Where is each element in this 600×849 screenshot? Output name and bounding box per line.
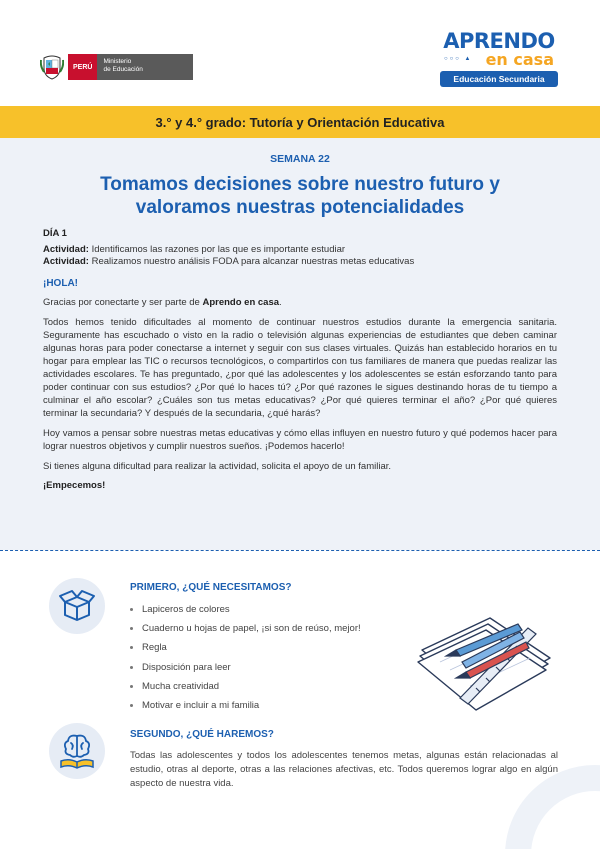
brain-book-icon [49, 723, 105, 779]
title-line2: valoramos nuestras potencialidades [135, 197, 465, 218]
bullet-icon [130, 646, 133, 649]
bullet-icon [130, 608, 133, 611]
ministerio-label [97, 54, 193, 80]
list-item [130, 658, 361, 677]
list-item [130, 638, 361, 657]
list-item-text: Disposición para leer [142, 661, 231, 673]
ministerio-line1: Ministerio [103, 58, 132, 65]
dashed-divider [0, 550, 600, 551]
brain-book-icon-circle [49, 723, 105, 779]
peru-label: PERÚ [68, 54, 97, 80]
page-header [0, 0, 600, 104]
list-item [130, 619, 361, 638]
peru-shield-icon [40, 54, 64, 80]
bullet-icon [130, 666, 133, 669]
paragraph-3: Si tienes alguna dificultad para realizar la actividad, solicita el apoyo de un familiar. [43, 461, 392, 472]
intro-bold: Aprendo en casa [202, 297, 280, 308]
week-label: SEMANA 22 [270, 153, 330, 165]
minedu-logo [40, 54, 193, 80]
day-label: DÍA 1 [43, 228, 67, 239]
pens-paper-illustration [410, 580, 560, 720]
intro-section [0, 138, 600, 550]
lets-start-label: ¡Empecemos! [43, 480, 106, 491]
list-item [130, 600, 361, 619]
box-icon [49, 578, 105, 634]
intro-post: . [279, 297, 282, 308]
page-title [43, 173, 557, 219]
list-item [130, 677, 361, 696]
greeting-heading: ¡HOLA! [43, 278, 78, 289]
intro-pre: Gracias por conectarte y ser parte de [43, 297, 203, 308]
activity-2-text: Realizamos nuestro análisis FODA para alcanzar nuestras metas educativas [88, 256, 415, 267]
ministerio-badge [68, 54, 193, 80]
bullet-icon [130, 627, 133, 630]
logo-encasa: en casa [485, 50, 554, 69]
section2-title: SEGUNDO, ¿QUÉ HAREMOS? [130, 729, 274, 740]
materials-list [130, 600, 361, 715]
section1-title: PRIMERO, ¿QUÉ NECESITAMOS? [130, 582, 292, 593]
section2-text: Todas las adolescentes y todos los adolescentes tenemos metas, algunas están relacionadas al estudio, otras al deporte, otras a las relaciones afectivas, etc. Todos queremos lograr algo en algún aspecto de nuestra vida. [130, 750, 558, 789]
logo-dots-icon: ○○○ ▲ [444, 56, 473, 62]
activity-1-text: Identificamos las razones por las que es importante estudiar [88, 244, 346, 255]
ministerio-line2: de Educación [103, 66, 143, 73]
activity-2 [43, 256, 557, 267]
bullet-icon [130, 685, 133, 688]
list-item-text: Lapiceros de colores [142, 604, 230, 616]
paragraph-2: Hoy vamos a pensar sobre nuestras metas educativas y cómo ellas influyen en nuestro futuro y qué podemos hacer para lograr nuestros objetivos y cumplir nuestros sueños. ¡Podemos hacerlo! [43, 428, 557, 452]
activity-1 [43, 244, 557, 255]
list-item-text: Mucha creatividad [142, 680, 220, 692]
paragraph-1: Todos hemos tenido dificultades al momento de continuar nuestros estudios durante la emergencia sanitaria. Seguramente has escuchado o visto en la radio o televisión algunas experiencias de estudiantes que deben caminar algunas horas para poder conectarse a internet y seguir con sus clases virtuales. Quizás han establecido horarios en tu hogar para emplear las TIC o recursos tecnológicos, o compartirlos con tus familiares de manera que puedas realizar las actividades escolares. Te has preguntado, ¿por qué las adolescentes y los adolescentes se están esforzando tanto para poder continuar con sus estudios? ¿Por qué lo haces tú? ¿Por qué razones le sigues destinando horas de tu tiempo a culminar el año escolar? ¿Cuáles son tus metas educativas? ¿Por qué quieres terminar el año? ¿Por qué quieres terminar la secundaria? Y después de la secundaria, ¿qué harás? [43, 317, 557, 419]
activity-1-label: Actividad: [43, 244, 89, 255]
box-icon-circle [49, 578, 105, 634]
aprendo-en-casa-logo [440, 30, 558, 87]
grade-title: 3.° y 4.° grado: Tutoría y Orientación Educativa [155, 114, 445, 130]
list-item-text: Regla [142, 642, 167, 654]
list-item-text: Cuaderno u hojas de papel, ¡si son de reúso, mejor! [142, 623, 361, 635]
logo-secundaria: Educación Secundaria [440, 71, 558, 87]
list-item [130, 696, 361, 715]
logo-aprendo: APRENDO [443, 29, 555, 53]
title-line1: Tomamos decisiones sobre nuestro futuro y [100, 174, 500, 195]
list-item-text: Motivar e incluir a mi familia [142, 700, 260, 712]
bullet-icon [130, 704, 133, 707]
grade-bar [0, 106, 600, 138]
intro-paragraph [43, 296, 557, 309]
activity-2-label: Actividad: [43, 256, 89, 267]
